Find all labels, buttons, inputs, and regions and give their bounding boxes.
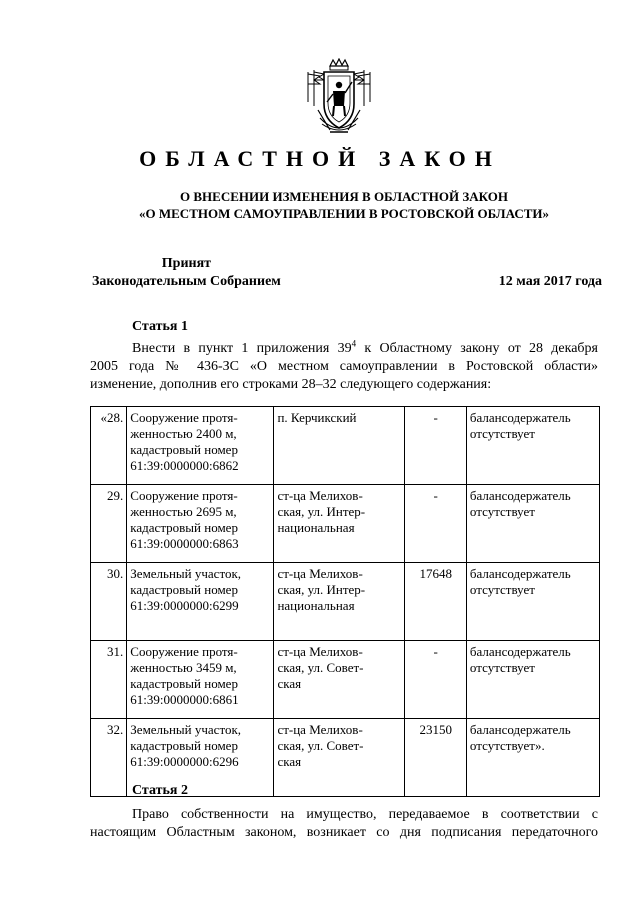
- paragraph-line: [90, 340, 598, 358]
- article-1-text: [90, 340, 598, 394]
- object-owner: [466, 563, 599, 641]
- cell-line: женностью 2695 м,: [130, 504, 237, 519]
- object-owner: [466, 485, 599, 563]
- cell-line: ст-ца Мелихов-: [277, 566, 363, 581]
- cell-line: ская: [277, 754, 302, 769]
- cell-line: Сооружение протя-: [130, 410, 238, 425]
- paragraph-line: 2005 года № 436-ЗС «О местном самоуправлении в Ростовской области»: [90, 359, 598, 374]
- cell-line: балансодержатель: [469, 722, 571, 737]
- row-number: [91, 719, 127, 797]
- cell-line: отсутствует: [469, 582, 535, 597]
- subtitle-line: О ВНЕСЕНИИ ИЗМЕНЕНИЯ В ОБЛАСТНОЙ ЗАКОН: [180, 189, 508, 204]
- object-owner: [466, 407, 599, 485]
- cell-line: кадастровый номер: [130, 738, 238, 753]
- cell-line: 17648: [419, 566, 452, 581]
- cell-line: кадастровый номер: [130, 676, 238, 691]
- cell-line: женностью 3459 м,: [130, 660, 237, 675]
- cell-line: ская, ул. Совет-: [277, 660, 364, 675]
- adoption-block: [92, 255, 281, 291]
- row-number: [91, 407, 127, 485]
- cell-line: ская: [277, 676, 302, 691]
- object-location: [274, 719, 405, 797]
- cell-line: 31.: [107, 644, 124, 659]
- cell-line: «28.: [100, 410, 124, 425]
- cell-line: Сооружение протя-: [130, 488, 238, 503]
- object-area: [405, 641, 466, 719]
- object-name: [127, 485, 274, 563]
- cell-line: 32.: [107, 722, 124, 737]
- object-name: [127, 641, 274, 719]
- cell-line: балансодержатель: [469, 488, 571, 503]
- cell-line: п. Керчикский: [277, 410, 357, 425]
- cell-line: -: [433, 410, 438, 425]
- adoption-date: 12 мая 2017 года: [498, 274, 602, 289]
- paragraph-line: Право собственности на имущество, передаваемое в соответствии с: [132, 807, 598, 822]
- cell-line: балансодержатель: [469, 566, 571, 581]
- cell-line: 29.: [107, 488, 124, 503]
- article-1-heading: Статья 1: [132, 319, 188, 334]
- cell-line: ская, ул. Совет-: [277, 738, 364, 753]
- cell-line: ская, ул. Интер-: [277, 504, 366, 519]
- object-location: [274, 485, 405, 563]
- text-fragment: к Областному закону от 28 декабря: [356, 341, 598, 356]
- cell-line: национальная: [277, 520, 355, 535]
- object-owner: [466, 719, 599, 797]
- table-row: [91, 563, 600, 641]
- object-location: [274, 407, 405, 485]
- cell-line: ст-ца Мелихов-: [277, 644, 363, 659]
- object-area: [405, 563, 466, 641]
- table-row: [91, 407, 600, 485]
- subtitle-line: «О МЕСТНОМ САМОУПРАВЛЕНИИ В РОСТОВСКОЙ ОБЛАСТИ»: [139, 206, 549, 221]
- cell-line: Земельный участок,: [130, 722, 242, 737]
- law-title: ОБЛАСТНОЙ ЗАКОН: [139, 146, 501, 171]
- object-owner: [466, 641, 599, 719]
- cell-line: отсутствует: [469, 504, 535, 519]
- row-number: [91, 563, 127, 641]
- cell-line: кадастровый номер: [130, 520, 238, 535]
- property-table-body: [91, 407, 600, 797]
- adopted-label: Принят: [161, 256, 212, 271]
- object-location: [274, 641, 405, 719]
- cell-line: 30.: [107, 566, 124, 581]
- object-name: [127, 407, 274, 485]
- cell-line: 61:39:0000000:6862: [130, 458, 239, 473]
- cell-line: 61:39:0000000:6296: [130, 754, 239, 769]
- object-area: [405, 407, 466, 485]
- cell-line: 61:39:0000000:6863: [130, 536, 239, 551]
- cell-line: кадастровый номер: [130, 442, 238, 457]
- cell-line: женностью 2400 м,: [130, 426, 237, 441]
- object-name: [127, 563, 274, 641]
- table-row: [91, 485, 600, 563]
- paragraph-line: изменение, дополнив его строками 28–32 следующего содержания:: [90, 377, 492, 392]
- coat-of-arms-icon: [300, 58, 378, 138]
- table-row: [91, 641, 600, 719]
- cell-line: ст-ца Мелихов-: [277, 488, 363, 503]
- cell-line: отсутствует».: [469, 738, 545, 753]
- cell-line: отсутствует: [469, 426, 535, 441]
- article-2-text: [90, 806, 598, 842]
- law-subtitle: [60, 188, 628, 222]
- adopted-body: Законодательным Собранием: [92, 274, 281, 289]
- cell-line: -: [433, 488, 438, 503]
- row-number: [91, 641, 127, 719]
- object-location: [274, 563, 405, 641]
- paragraph-line: настоящим Областным законом, возникает со дня подписания передаточного: [90, 825, 598, 840]
- text-fragment: Внести в пункт 1 приложения 39: [132, 341, 352, 356]
- cell-line: 61:39:0000000:6861: [130, 692, 239, 707]
- cell-line: Сооружение протя-: [130, 644, 238, 659]
- cell-line: балансодержатель: [469, 644, 571, 659]
- article-2-heading: Статья 2: [132, 783, 188, 798]
- cell-line: отсутствует: [469, 660, 535, 675]
- cell-line: -: [433, 644, 438, 659]
- property-table: [90, 406, 600, 797]
- object-area: [405, 485, 466, 563]
- cell-line: балансодержатель: [469, 410, 571, 425]
- cell-line: ст-ца Мелихов-: [277, 722, 363, 737]
- object-area: [405, 719, 466, 797]
- cell-line: Земельный участок,: [130, 566, 242, 581]
- superscript: 4: [351, 338, 357, 349]
- cell-line: национальная: [277, 598, 355, 613]
- row-number: [91, 485, 127, 563]
- cell-line: 61:39:0000000:6299: [130, 598, 239, 613]
- cell-line: 23150: [419, 722, 452, 737]
- cell-line: ская, ул. Интер-: [277, 582, 366, 597]
- cell-line: кадастровый номер: [130, 582, 238, 597]
